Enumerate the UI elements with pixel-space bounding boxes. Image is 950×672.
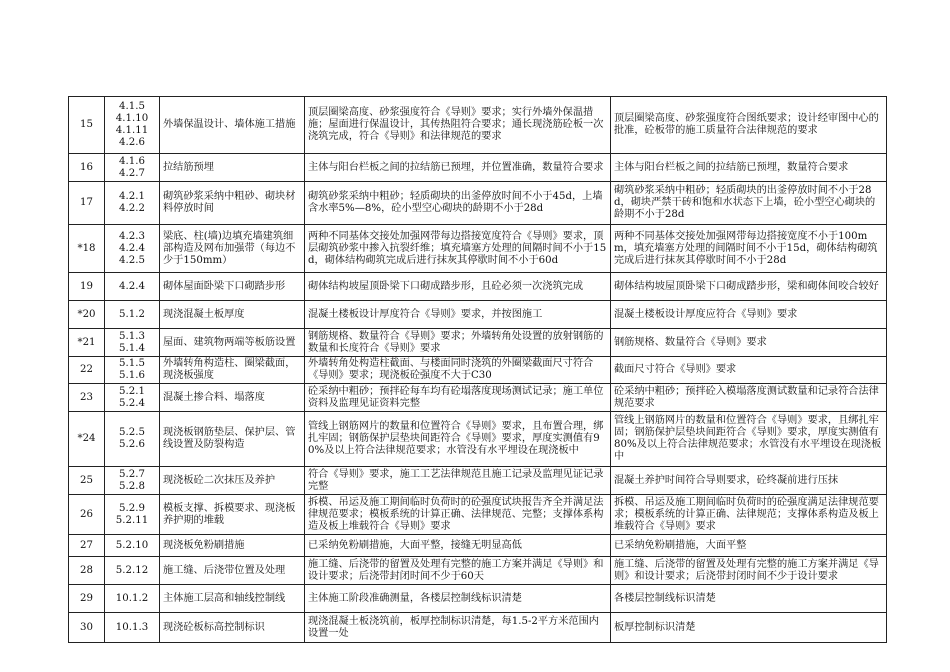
inspection-requirement: 砌筑砂浆采纳中粗砂；轻质砌块的出釜停放时间不小于28d，砌块严禁干砖和饱和水状态下上墙，砼小型空心砌块的龄期不小于28d	[611, 182, 887, 225]
clause-code: 4.1.5 4.1.10 4.1.11 4.2.6	[105, 97, 160, 154]
clause-code: 5.2.5 5.2.6	[105, 412, 160, 467]
row-number: 29	[69, 585, 105, 613]
inspection-requirement: 截面尺寸符合《导则》要求	[611, 357, 887, 384]
standard-requirement: 砼采纳中粗砂；预拌砼每车均有砼塌落度现场测试记录；施工单位资料及监理见证资料完整	[305, 384, 611, 412]
standard-requirement: 施工缝、后浇带的留置及处理有完整的施工方案并满足《导则》和设计要求；后浇带封闭时间不少于60天	[305, 557, 611, 585]
row-number: 30	[69, 613, 105, 643]
clause-code: 5.1.2	[105, 301, 160, 329]
table-row	[69, 495, 887, 535]
standard-requirement: 砌体结构坡屋顶卧梁下口砌成踏步形，且砼必须一次浇筑完成	[305, 273, 611, 301]
standard-requirement: 外墙转角处构造柱截面、与楼面同时浇筑的外圈梁截面尺寸符合《导则》要求；现浇板砼强度不大于C30	[305, 357, 611, 384]
row-number: *18	[69, 225, 105, 273]
table-row	[69, 301, 887, 329]
standard-requirement: 主体与阳台栏板之间的拉结筋已预埋，并位置准确，数量符合要求	[305, 154, 611, 182]
row-number: *20	[69, 301, 105, 329]
row-number: 17	[69, 182, 105, 225]
table-row	[69, 585, 887, 613]
inspection-requirement: 已采纳免粉刷措施，大面平整	[611, 535, 887, 557]
clause-code: 5.2.1 5.2.4	[105, 384, 160, 412]
row-number: 19	[69, 273, 105, 301]
check-item: 砌筑砂浆采纳中粗砂、砌块材料停放时间	[160, 182, 305, 225]
inspection-requirement: 拆模、吊运及施工期间临时负荷时的砼强度满足法律规范要求；模板系统的计算正确、法律规范；支撑体系构造及板上堆载符合《导则》要求	[611, 495, 887, 535]
standard-requirement: 两种不同基体交接处加强网带每边搭接宽度符合《导则》要求，顶层砌筑砂浆中掺入抗裂纤维；填充墙塞方处理的间隔时间不小于15d，砌体结构砌筑完成后进行抹灰其停歇时间不小于60d	[305, 225, 611, 273]
inspection-requirement: 两种不同基体交接处加强网带每边搭接宽度不小于100mm，填充墙塞方处理的间隔时间不小于15d，砌体结构砌筑完成后进行抹灰其停歇时间不小于28d	[611, 225, 887, 273]
row-number: 15	[69, 97, 105, 154]
clause-code: 4.2.4	[105, 273, 160, 301]
standard-requirement: 拆模、吊运及施工期间临时负荷时的砼强度试块报告齐全并满足法律规范要求；模板系统的计算正确、法律规范、完整；支撑体系构造及板上堆载符合《导则》要求	[305, 495, 611, 535]
check-item: 拉结筋预埋	[160, 154, 305, 182]
table-row	[69, 97, 887, 154]
inspection-requirement: 管线上钢筋网片的数量和位置符合《导则》要求，且绑扎牢固；钢筋保护层垫块间距符合《导则》要求，厚度实测值有80%及以上符合法律规范要求；水管没有水平埋设在现浇板中	[611, 412, 887, 467]
table-row	[69, 535, 887, 557]
standard-requirement: 管线上钢筋网片的数量和位置符合《导则》要求，且布置合理，绑扎牢固；钢筋保护层垫块间距符合《导则》要求，厚度实测值有90%及以上符合法律规范要求；水管没有水平埋设在现浇板中	[305, 412, 611, 467]
inspection-requirement: 混凝土养护时间符合导则要求，砼终凝前进行压抹	[611, 467, 887, 495]
row-number: 25	[69, 467, 105, 495]
inspection-table	[68, 96, 887, 643]
check-item: 现浇混凝土板厚度	[160, 301, 305, 329]
inspection-requirement: 砌体结构坡屋顶卧梁下口砌成踏步形，梁和砌体间咬合较好	[611, 273, 887, 301]
check-item: 混凝土掺合料、塌落度	[160, 384, 305, 412]
standard-requirement: 已采纳免粉刷措施，大面平整，接缝无明显高低	[305, 535, 611, 557]
row-number: 28	[69, 557, 105, 585]
clause-code: 5.2.9 5.2.11	[105, 495, 160, 535]
standard-requirement: 钢筋规格、数量符合《导则》要求；外墙转角处设置的放射钢筋的数量和长度符合《导则》要求	[305, 329, 611, 357]
standard-requirement: 现浇混凝土板浇筑前，板厚控制标识清楚，每1.5-2平方米范围内设置一处	[305, 613, 611, 643]
inspection-requirement: 各楼层控制线标识清楚	[611, 585, 887, 613]
table-row	[69, 467, 887, 495]
clause-code: 5.2.12	[105, 557, 160, 585]
table-row	[69, 329, 887, 357]
row-number: 26	[69, 495, 105, 535]
table-row	[69, 384, 887, 412]
table-row	[69, 182, 887, 225]
check-item: 外墙转角构造柱、圈梁截面，现浇板强度	[160, 357, 305, 384]
clause-code: 4.2.1 4.2.2	[105, 182, 160, 225]
check-item: 外墙保温设计、墙体施工措施	[160, 97, 305, 154]
inspection-requirement: 钢筋规格、数量符合《导则》要求	[611, 329, 887, 357]
clause-code: 5.1.5 5.1.6	[105, 357, 160, 384]
inspection-requirement: 混凝土楼板设计厚度应符合《导则》要求	[611, 301, 887, 329]
check-item: 模板支撑、拆模要求、现浇板养护期的堆载	[160, 495, 305, 535]
check-item: 砌体屋面卧梁下口砌踏步形	[160, 273, 305, 301]
inspection-requirement: 砼采纳中粗砂；预拌砼入模塌落度测试数量和记录符合法律规范要求	[611, 384, 887, 412]
check-item: 现浇板免粉刷措施	[160, 535, 305, 557]
row-number: 16	[69, 154, 105, 182]
row-number: 23	[69, 384, 105, 412]
inspection-requirement: 顶层圈梁高度、砂浆强度符合图纸要求；设计经审图中心的批准，砼板带的施工质量符合法律规范的要求	[611, 97, 887, 154]
table-row	[69, 613, 887, 643]
check-item: 屋面、建筑物两端等板筋设置	[160, 329, 305, 357]
clause-code: 10.1.3	[105, 613, 160, 643]
check-item: 现浇板钢筋垫层、保护层、管线设置及防裂构造	[160, 412, 305, 467]
check-item: 主体施工层高和轴线控制线	[160, 585, 305, 613]
clause-code: 5.2.7 5.2.8	[105, 467, 160, 495]
clause-code: 5.2.10	[105, 535, 160, 557]
inspection-requirement: 板厚控制标识清楚	[611, 613, 887, 643]
standard-requirement: 主体施工阶段准确测量，各楼层控制线标识清楚	[305, 585, 611, 613]
row-number: *21	[69, 329, 105, 357]
table-row	[69, 273, 887, 301]
check-item: 现浇板砼二次抹压及养护	[160, 467, 305, 495]
table-row	[69, 412, 887, 467]
row-number: 22	[69, 357, 105, 384]
inspection-requirement: 主体与阳台栏板之间的拉结筋已预埋，数量符合要求	[611, 154, 887, 182]
standard-requirement: 符合《导则》要求，施工工艺法律规范且施工记录及监理见证记录完整	[305, 467, 611, 495]
standard-requirement: 顶层圈梁高度、砂浆强度符合《导则》要求；实行外墙外保温措施；屋面进行保温设计，其传热阻符合要求；通长现浇筋砼板一次浇筑完成，符合《导则》和法律规范的要求	[305, 97, 611, 154]
standard-requirement: 混凝土楼板设计厚度符合《导则》要求，并按图施工	[305, 301, 611, 329]
table-row	[69, 557, 887, 585]
clause-code: 4.2.3 4.2.4 4.2.5	[105, 225, 160, 273]
inspection-requirement: 施工缝、后浇带的留置及处理有完整的施工方案并满足《导则》和设计要求；后浇带封闭时间不少于设计要求	[611, 557, 887, 585]
table-row	[69, 357, 887, 384]
check-item: 梁底、柱(墙)边填充墙建筑细部构造及网布加强带（每边不少于150mm）	[160, 225, 305, 273]
row-number: 27	[69, 535, 105, 557]
row-number: *24	[69, 412, 105, 467]
check-item: 施工缝、后浇带位置及处理	[160, 557, 305, 585]
clause-code: 10.1.2	[105, 585, 160, 613]
table-row	[69, 154, 887, 182]
check-item: 现浇砼板标高控制标识	[160, 613, 305, 643]
clause-code: 4.1.6 4.2.7	[105, 154, 160, 182]
standard-requirement: 砌筑砂浆采纳中粗砂；轻质砌块的出釜停放时间不小于45d，上墙含水率5%—8%，砼小型空心砌块的龄期不小于28d	[305, 182, 611, 225]
clause-code: 5.1.3 5.1.4	[105, 329, 160, 357]
table-row	[69, 225, 887, 273]
